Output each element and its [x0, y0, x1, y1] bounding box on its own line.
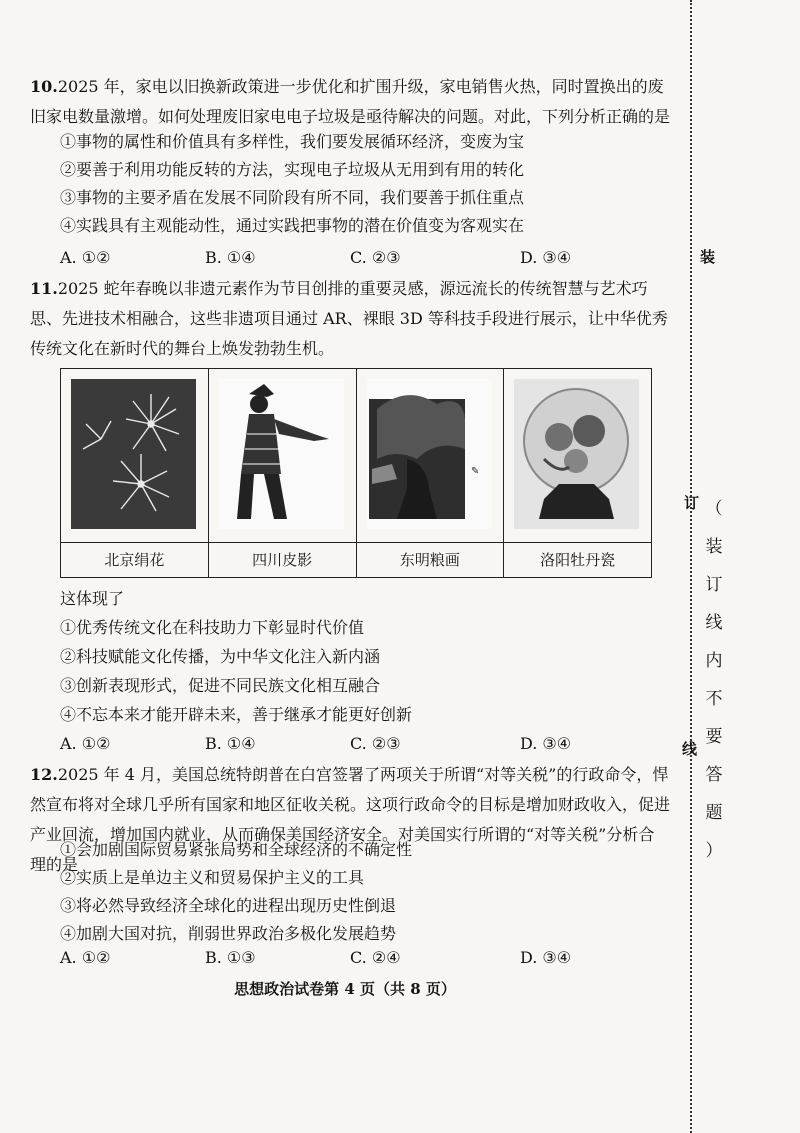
- q10-number: 10.: [30, 77, 58, 96]
- q10-choice-b[interactable]: B. ①④: [205, 248, 256, 267]
- notice-char: 内: [705, 651, 723, 671]
- image-cell-grain-painting: [357, 369, 505, 577]
- q10-choice-c[interactable]: C. ②③: [350, 248, 401, 267]
- q12-option-2: ②实质上是单边主义和贸易保护主义的工具: [60, 868, 365, 887]
- q10-choice-a[interactable]: A. ①②: [60, 248, 111, 267]
- q10-choice-d[interactable]: D. ③④: [520, 248, 572, 267]
- notice-char: 答: [705, 765, 723, 785]
- q10-option-3: ③事物的主要矛盾在发展不同阶段有所不同，我们要善于抓住重点: [60, 188, 525, 207]
- q11-option-1: ①优秀传统文化在科技助力下彰显时代价值: [60, 618, 365, 637]
- peony-plate-image: [514, 379, 639, 529]
- q10-option-2: ②要善于利用功能反转的方法，实现电子垃圾从无用到有用的转化: [60, 160, 525, 179]
- margin-xian: 线: [682, 740, 698, 758]
- image-cell-silk-flower: [61, 369, 209, 577]
- q12-choice-b[interactable]: B. ①③: [205, 948, 256, 967]
- notice-char: 不: [705, 689, 723, 709]
- q11-option-2: ②科技赋能文化传播，为中华文化注入新内涵: [60, 647, 381, 666]
- q11-stem-text: 2025 蛇年春晚以非遗元素作为节目创排的重要灵感，源远流长的传统智慧与艺术巧思、先进技术相融合，这些非遗项目通过 AR、裸眼 3D 等科技手段进行展示，让中华优秀传统文化在新时代的舞台上焕发勃勃生机。: [30, 279, 668, 358]
- q10-option-4: ④实践具有主观能动性，通过实践把事物的潜在价值变为客观实在: [60, 216, 525, 235]
- q12-number: 12.: [30, 765, 58, 784]
- image-cell-shadow-puppet: [209, 369, 357, 577]
- q11-choice-b[interactable]: B. ①④: [205, 734, 256, 753]
- q11-choice-d[interactable]: D. ③④: [520, 734, 572, 753]
- page-footer: 思想政治试卷第 4 页（共 8 页）: [234, 980, 456, 998]
- binding-dotted-line: [690, 0, 692, 1133]
- notice-char: （: [705, 499, 723, 519]
- q11-choice-a[interactable]: A. ①②: [60, 734, 111, 753]
- notice-char: 题: [705, 803, 723, 823]
- notice-char: 订: [705, 575, 723, 595]
- notice-char: 线: [705, 613, 723, 633]
- q11-stem: [30, 274, 670, 364]
- q12-option-3: ③将必然导致经济全球化的进程出现历史性倒退: [60, 896, 397, 915]
- q11-lead: 这体现了: [60, 589, 125, 608]
- q11-number: 11.: [30, 279, 58, 298]
- q10-stem-text: 2025 年，家电以旧换新政策进一步优化和扩围升级，家电销售火热，同时置换出的废旧家电数量激增。如何处理废旧家电电子垃圾是亟待解决的问题。对此，下列分析正确的是: [30, 77, 671, 126]
- q11-choice-c[interactable]: C. ②③: [350, 734, 401, 753]
- q12-choices: [60, 944, 640, 972]
- caption-silk-flower: 北京绢花: [61, 542, 208, 577]
- notice-char: 要: [705, 727, 723, 747]
- q10-option-1: ①事物的属性和价值具有多样性，我们要发展循环经济，变废为宝: [60, 132, 525, 151]
- q12-choice-a[interactable]: A. ①②: [60, 948, 111, 967]
- q12-choice-c[interactable]: C. ②④: [350, 948, 401, 967]
- chrysanthemum-image: [71, 379, 196, 529]
- q11-choices: [60, 730, 640, 758]
- svg-text:✎: ✎: [470, 466, 479, 477]
- caption-peony-porcelain: 洛阳牡丹瓷: [504, 542, 651, 577]
- caption-shadow-puppet: 四川皮影: [209, 542, 356, 577]
- q10-choices: [60, 244, 640, 272]
- q11-option-4: ④不忘本来才能开辟未来，善于继承才能更好创新: [60, 705, 413, 724]
- caption-grain-painting: 东明粮画: [357, 542, 504, 577]
- q11-image-table: [60, 368, 652, 578]
- grain-painting-image: [367, 379, 492, 529]
- margin-ding: 订: [684, 494, 700, 512]
- notice-char: ）: [705, 841, 723, 861]
- q12-option-1: ①会加剧国际贸易紧张局势和全球经济的不确定性: [60, 840, 413, 859]
- notice-char: 装: [705, 537, 723, 557]
- q11-option-3: ③创新表现形式，促进不同民族文化相互融合: [60, 676, 381, 695]
- margin-vertical-notice: [704, 490, 724, 870]
- margin-zhuang: 装: [700, 248, 716, 266]
- q10-stem: [30, 72, 670, 132]
- q12-choice-d[interactable]: D. ③④: [520, 948, 572, 967]
- q12-option-4: ④加剧大国对抗，削弱世界政治多极化发展趋势: [60, 924, 397, 943]
- q12-stem-text: 2025 年 4 月，美国总统特朗普在白宫签署了两项关于所谓“对等关税”的行政命令，悍然宣布将对全球几乎所有国家和地区征收关税。这项行政命令的目标是增加财政收入，促进产业回流，增加国内就业，从而确保美国经济安全。对美国实行所谓的“对等关税”分析合理的是: [30, 765, 671, 874]
- image-cell-peony-porcelain: [504, 369, 651, 577]
- shadow-puppet-image: [219, 379, 344, 529]
